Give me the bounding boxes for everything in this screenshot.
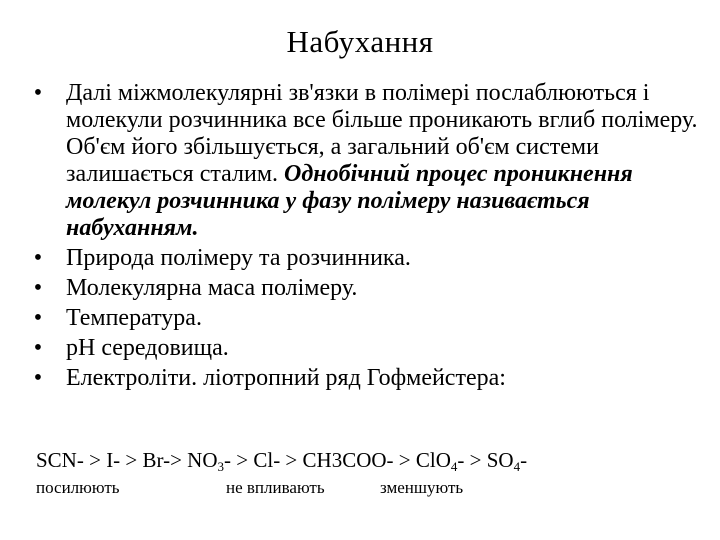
- list-item-text: Електроліти. ліотропний ряд Гофмейстера:: [66, 365, 506, 391]
- slide-title: Набухання: [286, 24, 434, 59]
- effect-increase-label: посилюють: [36, 478, 120, 497]
- series-subscript: 3: [217, 459, 225, 474]
- list-item: [28, 365, 708, 392]
- series-part: SCN- > I- > Br-> NO: [36, 448, 218, 472]
- list-item: [28, 275, 708, 302]
- list-item: [28, 245, 708, 272]
- list-item-text: Температура.: [66, 305, 202, 331]
- bullet-icon: •: [33, 275, 43, 301]
- bullet-icon: •: [33, 245, 43, 271]
- list-item-text: Природа полімеру та розчинника.: [66, 245, 411, 271]
- swelling-definition: [66, 80, 716, 242]
- list-item: [28, 305, 708, 332]
- series-part: -: [520, 448, 528, 472]
- lyotropic-series: [36, 447, 527, 473]
- bullet-icon: •: [33, 80, 43, 106]
- bullet-icon: •: [33, 305, 43, 331]
- list-item: [28, 335, 708, 362]
- series-subscript: 4: [450, 459, 458, 474]
- bullet-icon: •: [33, 335, 43, 361]
- list-item-text: Молекулярна маса полімеру.: [66, 275, 358, 301]
- series-part: - > SO: [457, 448, 514, 472]
- bullet-icon: •: [33, 365, 43, 391]
- list-item-text: Далі міжмолекулярні зв'язки в полімері послаблюються і молекули розчинника все більше проникають вглиб полімеру. Об'єм його збільшується, а загальний об'єм системи залишається сталим.: [66, 80, 698, 187]
- series-part: - > Cl- > CH3COO- > ClO: [224, 448, 451, 472]
- series-subscript: 4: [513, 459, 521, 474]
- effect-neutral-label: не впливають: [226, 478, 325, 497]
- bullet-list: [28, 80, 708, 395]
- emphasized-definition: Однобічний процес проникнення молекул розчинника у фазу полімеру називається набуханням.: [66, 161, 633, 241]
- list-item-text: рН середовища.: [66, 335, 229, 361]
- effect-decrease-label: зменшують: [380, 478, 464, 497]
- list-item: [28, 80, 708, 242]
